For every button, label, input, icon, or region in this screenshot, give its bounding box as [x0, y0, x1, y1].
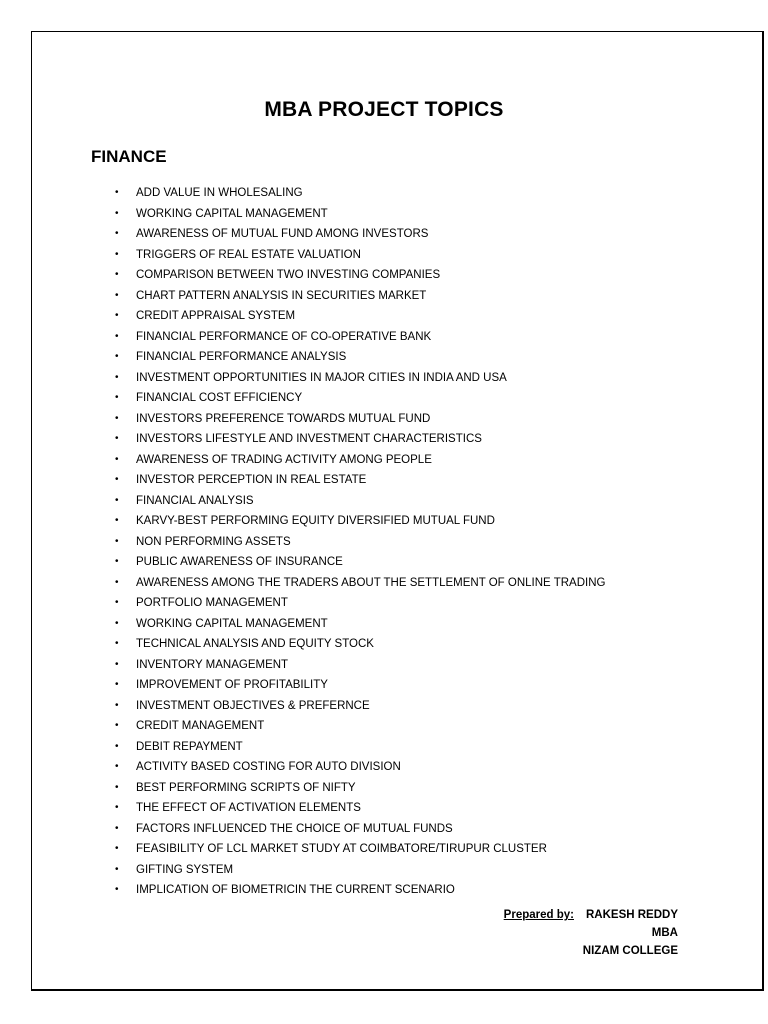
bullet-icon: • — [115, 269, 119, 280]
topic-text: ACTIVITY BASED COSTING FOR AUTO DIVISION — [136, 761, 401, 773]
bullet-icon: • — [115, 884, 119, 895]
topic-text: CHART PATTERN ANALYSIS IN SECURITIES MARKET — [136, 289, 427, 302]
list-item — [109, 593, 605, 614]
list-item — [109, 573, 605, 594]
topic-text: AWARENESS OF TRADING ACTIVITY AMONG PEOPLE — [136, 453, 432, 466]
list-item — [109, 511, 605, 532]
bullet-icon: • — [115, 843, 119, 854]
topic-text: PORTFOLIO MANAGEMENT — [136, 597, 288, 609]
bullet-icon: • — [115, 720, 119, 731]
list-item — [109, 819, 605, 840]
topic-text: FINANCIAL COST EFFICIENCY — [136, 392, 303, 404]
bullet-icon: • — [115, 453, 119, 465]
bullet-icon: • — [115, 535, 119, 547]
list-item — [109, 286, 605, 307]
topic-text: THE EFFECT OF ACTIVATION ELEMENTS — [136, 802, 361, 814]
prepared-by-label: Prepared by: — [503, 909, 574, 921]
topic-text: INVESTORS LIFESTYLE AND INVESTMENT CHARACTERISTICS — [136, 433, 482, 445]
list-item — [109, 306, 605, 327]
list-item — [109, 798, 605, 819]
topic-text: WORKING CAPITAL MANAGEMENT — [136, 207, 328, 220]
topic-text: INVESTORS PREFERENCE TOWARDS MUTUAL FUND — [136, 412, 431, 425]
topic-text: PUBLIC AWARENESS OF INSURANCE — [136, 556, 343, 568]
topic-text: CREDIT MANAGEMENT — [136, 720, 265, 732]
bullet-icon: • — [115, 617, 119, 629]
bullet-icon: • — [115, 556, 119, 567]
topic-text: AWARENESS OF MUTUAL FUND AMONG INVESTORS — [136, 228, 429, 240]
bullet-icon: • — [115, 392, 119, 403]
topic-text: INVENTORY MANAGEMENT — [136, 658, 289, 671]
document-title: MBA PROJECT TOPICS — [264, 98, 504, 121]
topic-text: DEBIT REPAYMENT — [136, 740, 243, 753]
list-item — [109, 634, 605, 655]
list-item — [109, 265, 605, 286]
list-item — [109, 757, 605, 778]
list-item — [109, 880, 605, 901]
bullet-icon: • — [115, 576, 119, 588]
bullet-icon: • — [115, 228, 119, 239]
topic-text: INVESTMENT OBJECTIVES & PREFERNCE — [136, 699, 370, 712]
topic-text: CREDIT APPRAISAL SYSTEM — [136, 310, 296, 322]
list-item — [109, 716, 605, 737]
list-item — [109, 614, 605, 635]
list-item — [109, 470, 605, 491]
topic-text: IMPROVEMENT OF PROFITABILITY — [136, 679, 328, 691]
topic-text: KARVY-BEST PERFORMING EQUITY DIVERSIFIED MUTUAL FUND — [136, 515, 495, 527]
bullet-icon: • — [115, 822, 119, 834]
bullet-icon: • — [115, 310, 119, 321]
bullet-icon: • — [115, 474, 119, 485]
list-item — [109, 839, 605, 860]
bullet-icon: • — [115, 781, 119, 793]
list-item — [109, 429, 605, 450]
list-item — [109, 450, 605, 471]
bullet-icon: • — [115, 638, 119, 649]
topic-text: FACTORS INFLUENCED THE CHOICE OF MUTUAL FUNDS — [136, 822, 453, 835]
bullet-icon: • — [115, 371, 119, 383]
list-item — [109, 532, 605, 553]
bullet-icon: • — [115, 207, 119, 219]
author-name: RAKESH REDDY — [585, 909, 678, 921]
list-item — [109, 552, 605, 573]
topic-list — [109, 183, 605, 901]
bullet-icon: • — [115, 433, 119, 444]
prepared-by-block — [504, 906, 678, 960]
list-item — [109, 245, 605, 266]
topic-text: BEST PERFORMING SCRIPTS OF NIFTY — [136, 781, 356, 794]
list-item — [109, 347, 605, 368]
bullet-icon: • — [115, 679, 119, 690]
section-heading-finance: FINANCE — [91, 147, 167, 166]
topic-text: FEASIBILITY OF LCL MARKET STUDY AT COIMBATORE/TIRUPUR CLUSTER — [136, 843, 547, 855]
topic-text: FINANCIAL PERFORMANCE OF CO-OPERATIVE BANK — [136, 330, 432, 343]
topic-text: TRIGGERS OF REAL ESTATE VALUATION — [136, 248, 361, 261]
bullet-icon: • — [115, 802, 119, 813]
bullet-icon: • — [115, 187, 119, 198]
list-item — [109, 388, 605, 409]
list-item — [109, 204, 605, 225]
bullet-icon: • — [115, 597, 119, 608]
list-item — [109, 368, 605, 389]
list-item — [109, 183, 605, 204]
topic-text: TECHNICAL ANALYSIS AND EQUITY STOCK — [136, 638, 374, 650]
topic-text: INVESTOR PERCEPTION IN REAL ESTATE — [136, 474, 367, 486]
list-item — [109, 675, 605, 696]
bullet-icon: • — [115, 289, 119, 301]
topic-text: INVESTMENT OPPORTUNITIES IN MAJOR CITIES IN INDIA AND USA — [136, 371, 507, 384]
bullet-icon: • — [115, 351, 119, 362]
list-item — [109, 778, 605, 799]
topic-text: ADD VALUE IN WHOLESALING — [136, 187, 303, 199]
list-item — [109, 327, 605, 348]
list-item — [109, 491, 605, 512]
list-item — [109, 409, 605, 430]
topic-text: IMPLICATION OF BIOMETRICIN THE CURRENT SCENARIO — [136, 884, 455, 896]
topic-text: AWARENESS AMONG THE TRADERS ABOUT THE SETTLEMENT OF ONLINE TRADING — [136, 576, 606, 589]
topic-text: FINANCIAL ANALYSIS — [136, 494, 254, 507]
bullet-icon: • — [115, 761, 119, 772]
bullet-icon: • — [115, 658, 119, 670]
bullet-icon: • — [115, 699, 119, 711]
list-item — [109, 655, 605, 676]
list-item — [109, 224, 605, 245]
topic-text: FINANCIAL PERFORMANCE ANALYSIS — [136, 351, 347, 363]
topic-text: NON PERFORMING ASSETS — [136, 535, 291, 548]
author-degree: MBA — [651, 927, 678, 939]
bullet-icon: • — [115, 863, 119, 875]
bullet-icon: • — [115, 330, 119, 342]
bullet-icon: • — [115, 740, 119, 752]
bullet-icon: • — [115, 515, 119, 526]
author-college: NIZAM COLLEGE — [582, 945, 678, 957]
prepared-by-line — [504, 906, 678, 924]
bullet-icon: • — [115, 494, 119, 506]
topic-text: WORKING CAPITAL MANAGEMENT — [136, 617, 328, 630]
list-item — [109, 737, 605, 758]
list-item — [109, 696, 605, 717]
topic-text: COMPARISON BETWEEN TWO INVESTING COMPANIES — [136, 269, 441, 281]
bullet-icon: • — [115, 412, 119, 424]
topic-text: GIFTING SYSTEM — [136, 863, 234, 876]
bullet-icon: • — [115, 248, 119, 260]
list-item — [109, 860, 605, 881]
